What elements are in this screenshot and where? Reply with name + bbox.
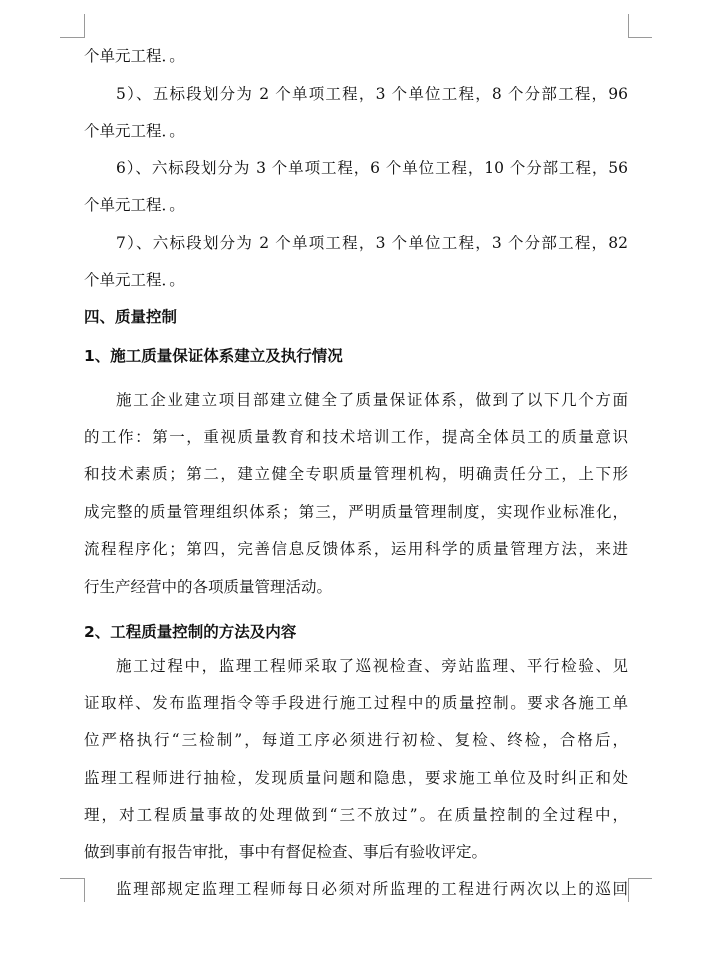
crop-mark-top-left: [84, 14, 85, 38]
paragraph-line: 监理部规定监理工程师每日必须对所监理的工程进行两次以上的巡回: [116, 880, 628, 898]
paragraph-line: 施工企业建立项目部建立健全了质量保证体系，做到了以下几个方面: [116, 391, 628, 409]
list-item-line: 个单元工程．。: [84, 122, 185, 140]
paragraph-line: 的工作：第一，重视质量教育和技术培训工作，提高全体员工的质量意识: [84, 428, 628, 446]
list-item-line: 个单元工程．。: [84, 196, 185, 214]
crop-mark-bottom-right: [628, 878, 629, 902]
section-heading: 四、质量控制: [84, 308, 178, 326]
subsection-heading: 2、工程质量控制的方法及内容: [84, 623, 297, 641]
paragraph-line: 行生产经营中的各项质量管理活动。: [84, 578, 333, 596]
list-item-line: 7）、六标段划分为 2 个单项工程，3 个单位工程，3 个分部工程，82: [116, 234, 628, 252]
crop-mark-bottom-left: [60, 878, 84, 879]
paragraph-line: 流程程序化；第四，完善信息反馈体系，运用科学的质量管理方法，来进: [84, 540, 628, 558]
paragraph-line: 位严格执行“三检制”，每道工序必须进行初检、复检、终检，合格后，: [84, 731, 628, 749]
list-item-line: 6）、六标段划分为 3 个单项工程，6 个单位工程，10 个分部工程，56: [116, 159, 628, 177]
crop-mark-top-right: [628, 14, 629, 38]
crop-mark-top-left: [60, 37, 84, 38]
crop-mark-top-right: [628, 37, 652, 38]
paragraph-line: 理，对工程质量事故的处理做到“三不放过”。在质量控制的全过程中，: [84, 806, 628, 824]
paragraph-line: 做到事前有报告审批，事中有督促检查、事后有验收评定。: [84, 843, 488, 861]
crop-mark-bottom-left: [84, 878, 85, 902]
list-item-line: 个单元工程．。: [84, 271, 185, 289]
list-item-line: 5）、五标段划分为 2 个单项工程，3 个单位工程，8 个分部工程，96: [116, 85, 628, 103]
crop-mark-bottom-right: [628, 878, 652, 879]
paragraph-line: 成完整的质量管理组织体系；第三，严明质量管理制度，实现作业标准化，: [84, 503, 628, 521]
paragraph-line: 监理工程师进行抽检，发现质量问题和隐患，要求施工单位及时纠正和处: [84, 769, 628, 787]
paragraph-line: 个单元工程．。: [84, 47, 185, 65]
paragraph-line: 施工过程中，监理工程师采取了巡视检查、旁站监理、平行检验、见: [116, 657, 628, 675]
paragraph-line: 证取样、发布监理指令等手段进行施工过程中的质量控制。要求各施工单: [84, 694, 628, 712]
paragraph-line: 和技术素质；第二，建立健全专职质量管理机构，明确责任分工，上下形: [84, 465, 628, 483]
subsection-heading: 1、施工质量保证体系建立及执行情况: [84, 347, 343, 365]
